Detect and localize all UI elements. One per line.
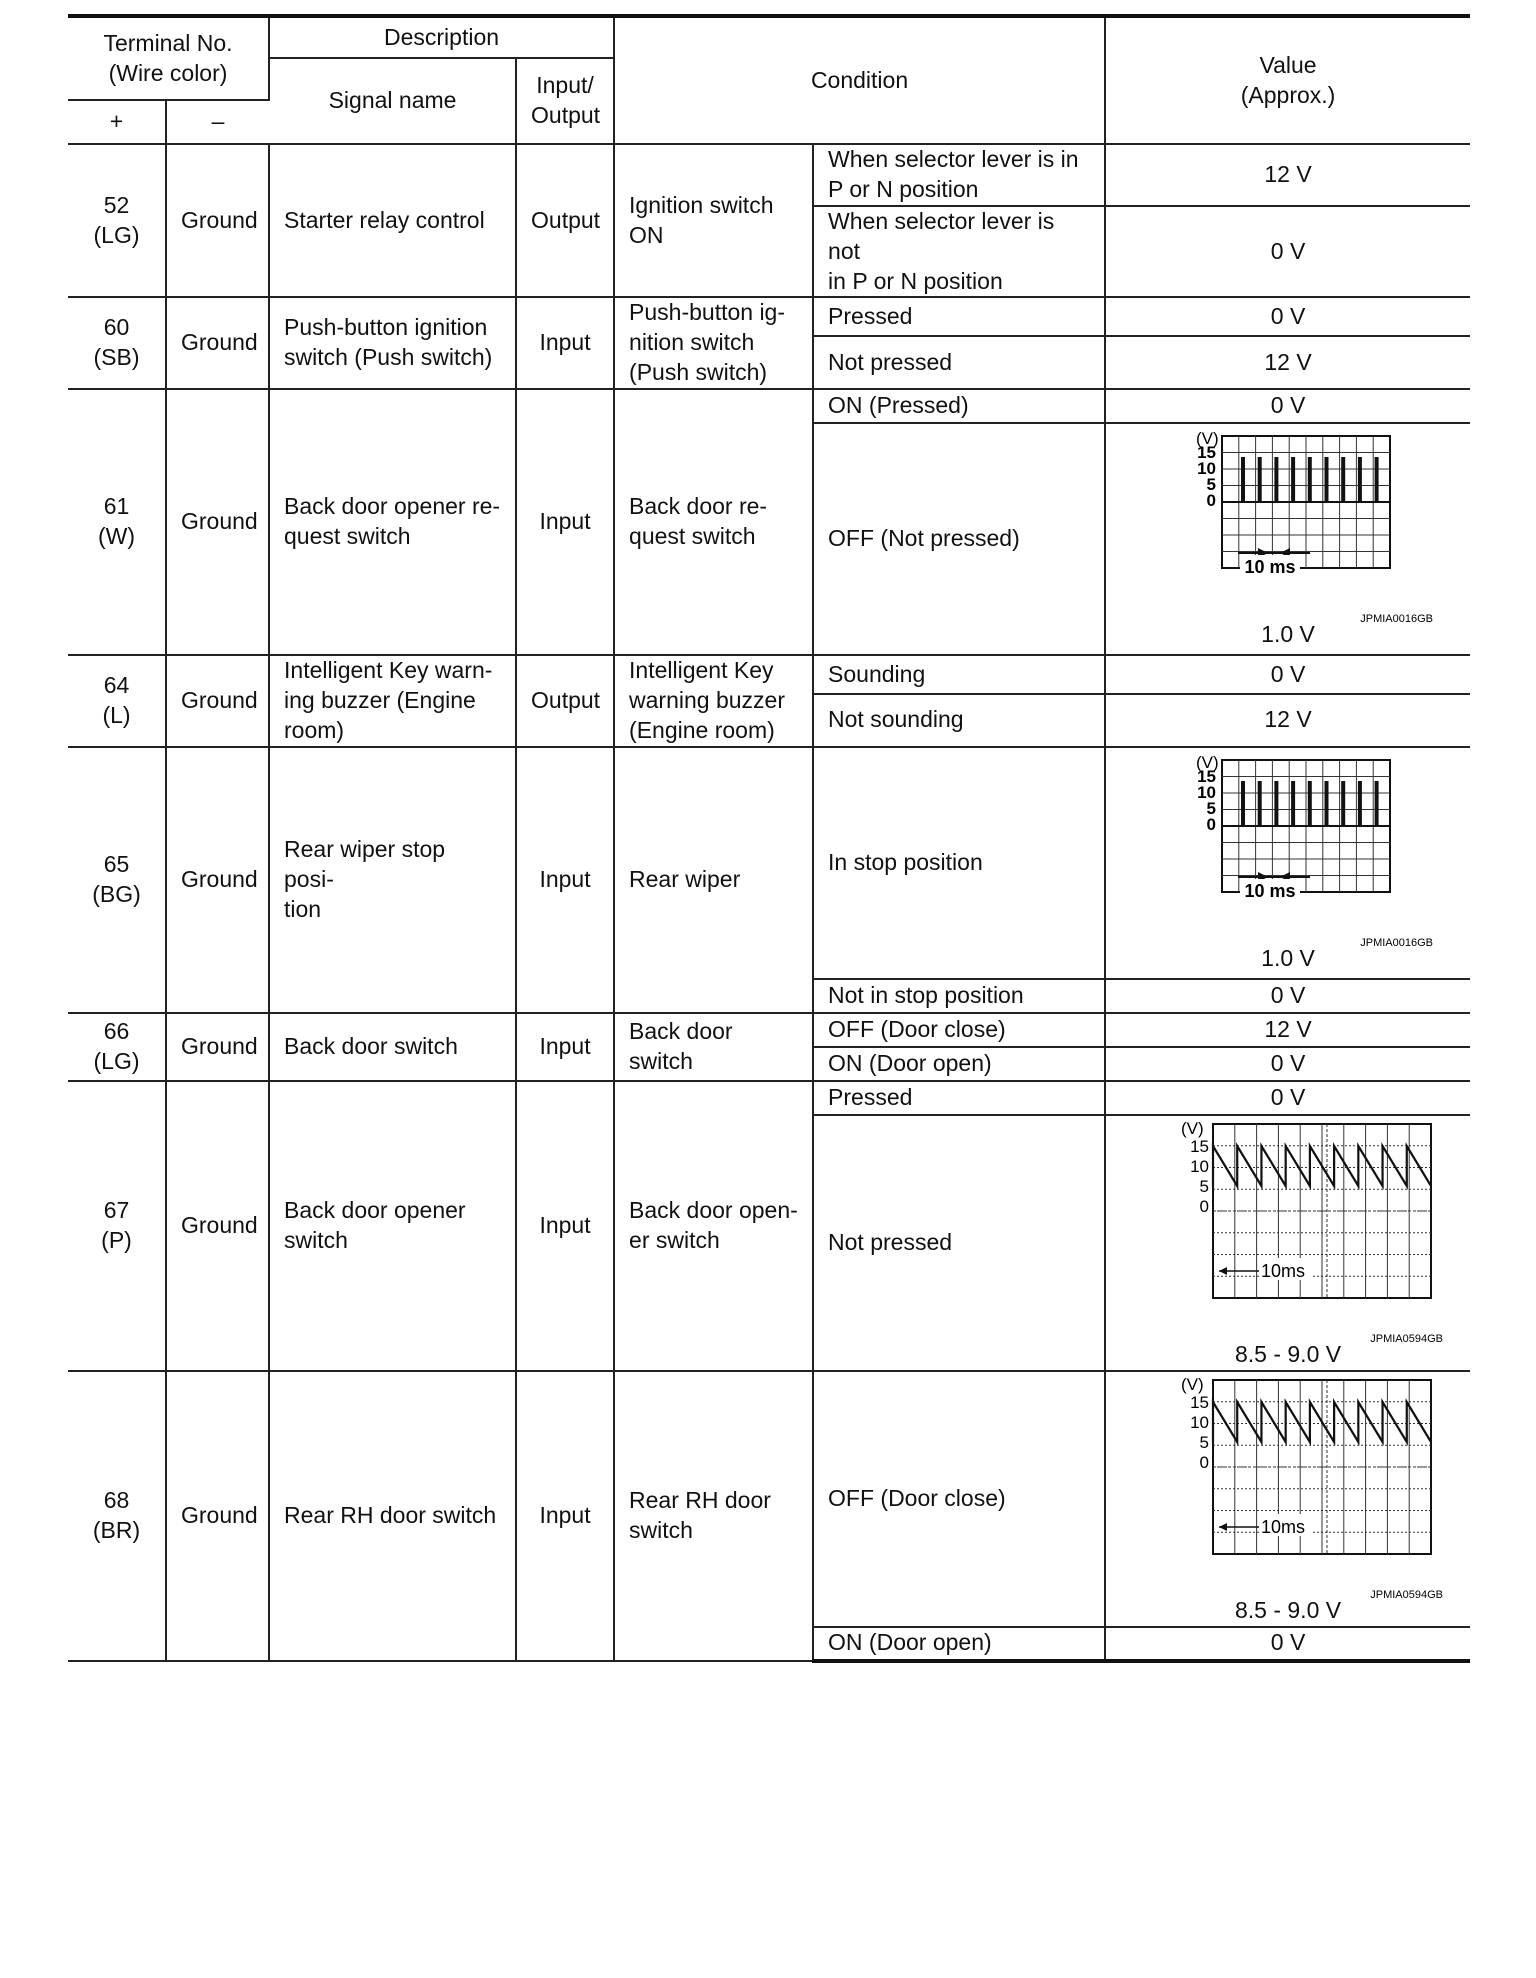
value-text: 12 V <box>1264 348 1312 375</box>
signal-io: Output <box>516 144 614 297</box>
condition-main: Intelligent Key warning buzzer (Engine room) <box>614 655 813 747</box>
header-signal-name: Signal name <box>269 58 516 144</box>
signal-name: Rear RH door switch <box>269 1371 516 1661</box>
value-text: 0 V <box>1270 660 1306 687</box>
wave-tick-label: 10 <box>1190 1156 1210 1176</box>
table-row <box>68 144 1470 206</box>
wave-tick-label: 0 <box>1199 1452 1210 1472</box>
terminal-number: 65 (BG) <box>68 747 166 1013</box>
wave-time-label: 10 ms <box>1244 880 1296 901</box>
wave-tick-label: 5 <box>1206 475 1217 495</box>
signal-name: Push-button ignition switch (Push switch) <box>269 297 516 389</box>
value-cell <box>1105 747 1470 979</box>
signal-io: Input <box>516 1371 614 1661</box>
terminal-number: 52 (LG) <box>68 144 166 297</box>
wave-time-label: 10ms <box>1261 1260 1306 1281</box>
signal-io: Input <box>516 297 614 389</box>
value-cell <box>1105 389 1470 423</box>
header-minus: – <box>166 100 269 144</box>
sawtooth-waveform-chart <box>1123 1372 1453 1604</box>
header-condition: Condition <box>614 16 1105 144</box>
value-cell <box>1105 694 1470 747</box>
value-cell <box>1105 979 1470 1013</box>
signal-io: Input <box>516 1013 614 1081</box>
condition-detail: OFF (Door close) <box>813 1371 1105 1627</box>
terminal-number: 61 (W) <box>68 389 166 655</box>
table-row <box>68 747 1470 979</box>
condition-detail: When selector lever is not in P or N position <box>813 206 1105 298</box>
terminal-number: 60 (SB) <box>68 297 166 389</box>
terminal-number: 64 (L) <box>68 655 166 747</box>
terminal-minus: Ground <box>166 747 269 1013</box>
value-text: 1.0 V <box>1261 944 1315 971</box>
wave-unit-label: (V) <box>1196 752 1219 772</box>
value-text: 0 V <box>1270 1629 1306 1656</box>
wave-tick-label: 5 <box>1199 1432 1210 1452</box>
condition-detail: ON (Door open) <box>813 1047 1105 1081</box>
wave-tick-label: 10 <box>1190 1412 1210 1432</box>
condition-main: Ignition switch ON <box>614 144 813 297</box>
signal-name: Starter relay control <box>269 144 516 297</box>
value-cell <box>1105 655 1470 694</box>
wave-tick-label: 0 <box>1199 1196 1210 1216</box>
value-cell <box>1105 1013 1470 1047</box>
condition-detail: Pressed <box>813 1081 1105 1115</box>
value-text: 8.5 - 9.0 V <box>1234 1596 1342 1623</box>
wave-tick-label: 10 <box>1197 459 1217 479</box>
wave-time-label: 10 ms <box>1244 557 1296 578</box>
condition-detail: Not pressed <box>813 1115 1105 1371</box>
value-text: 12 V <box>1264 706 1312 733</box>
value-text: 8.5 - 9.0 V <box>1234 1340 1342 1367</box>
condition-main: Push-button ig- nition switch (Push switch) <box>614 297 813 389</box>
value-text: 0 V <box>1270 302 1306 329</box>
signal-name: Back door opener switch <box>269 1081 516 1371</box>
value-text: 0 V <box>1270 1083 1306 1110</box>
value-cell <box>1105 1081 1470 1115</box>
table-body <box>68 144 1470 1661</box>
table-row <box>68 1081 1470 1115</box>
wave-ref-code: JPMIA0594GB <box>1370 1332 1444 1345</box>
signal-io: Input <box>516 389 614 655</box>
wave-tick-label: 0 <box>1206 491 1217 511</box>
signal-io: Input <box>516 1081 614 1371</box>
sawtooth-waveform-chart <box>1123 1116 1453 1348</box>
wave-unit-label: (V) <box>1181 1118 1204 1138</box>
header-description: Description <box>269 16 614 58</box>
condition-detail: In stop position <box>813 747 1105 979</box>
wave-ref-code: JPMIA0016GB <box>1360 613 1434 626</box>
terminal-minus: Ground <box>166 1013 269 1081</box>
signal-name: Intelligent Key warn- ing buzzer (Engine room) <box>269 655 516 747</box>
wave-unit-label: (V) <box>1196 429 1219 449</box>
table-row <box>68 389 1470 423</box>
wave-tick-label: 15 <box>1190 1136 1210 1156</box>
value-text: 12 V <box>1264 1015 1312 1042</box>
pulse-waveform-chart <box>1138 752 1438 952</box>
value-text: 0 V <box>1270 1049 1306 1076</box>
table-row <box>68 1013 1470 1047</box>
wave-ref-code: JPMIA0594GB <box>1370 1588 1444 1601</box>
condition-main: Back door open- er switch <box>614 1081 813 1371</box>
condition-main: Rear wiper <box>614 747 813 1013</box>
condition-detail: When selector lever is in P or N position <box>813 144 1105 206</box>
signal-name: Back door opener re- quest switch <box>269 389 516 655</box>
wave-tick-label: 5 <box>1199 1176 1210 1196</box>
terminal-minus: Ground <box>166 1081 269 1371</box>
terminal-minus: Ground <box>166 144 269 297</box>
condition-detail: ON (Pressed) <box>813 389 1105 423</box>
value-cell <box>1105 336 1470 389</box>
terminal-number: 67 (P) <box>68 1081 166 1371</box>
condition-detail: OFF (Not pressed) <box>813 423 1105 655</box>
wave-tick-label: 10 <box>1197 782 1217 802</box>
wave-tick-label: 0 <box>1206 814 1217 834</box>
condition-detail: Sounding <box>813 655 1105 694</box>
condition-main: Back door switch <box>614 1013 813 1081</box>
value-cell <box>1105 1627 1470 1661</box>
pulse-waveform-chart <box>1138 428 1438 628</box>
signal-io: Output <box>516 655 614 747</box>
signal-io: Input <box>516 747 614 1013</box>
table-row <box>68 1371 1470 1627</box>
condition-detail: Pressed <box>813 297 1105 336</box>
header-terminal: Terminal No. (Wire color) <box>68 16 269 100</box>
header-plus: + <box>68 100 166 144</box>
value-text: 0 V <box>1270 392 1306 419</box>
signal-name: Back door switch <box>269 1013 516 1081</box>
terminal-minus: Ground <box>166 655 269 747</box>
table-row <box>68 297 1470 336</box>
value-cell <box>1105 423 1470 655</box>
table-row <box>68 655 1470 694</box>
value-text: 0 V <box>1270 981 1306 1008</box>
table-header <box>68 16 1470 144</box>
value-text: 0 V <box>1270 237 1306 264</box>
value-cell <box>1105 1115 1470 1371</box>
value-cell <box>1105 1047 1470 1081</box>
condition-detail: ON (Door open) <box>813 1627 1105 1661</box>
condition-detail: Not pressed <box>813 336 1105 389</box>
terminal-minus: Ground <box>166 297 269 389</box>
condition-main: Rear RH door switch <box>614 1371 813 1661</box>
condition-detail: OFF (Door close) <box>813 1013 1105 1047</box>
condition-detail: Not in stop position <box>813 979 1105 1013</box>
wave-tick-label: 15 <box>1197 443 1217 463</box>
value-cell <box>1105 1371 1470 1627</box>
value-text: 1.0 V <box>1261 621 1315 648</box>
value-cell <box>1105 206 1470 298</box>
value-text: 12 V <box>1264 160 1312 187</box>
wave-ref-code: JPMIA0016GB <box>1360 936 1434 949</box>
terminal-number: 66 (LG) <box>68 1013 166 1081</box>
terminal-number: 68 (BR) <box>68 1371 166 1661</box>
wave-tick-label: 5 <box>1206 798 1217 818</box>
condition-detail: Not sounding <box>813 694 1105 747</box>
wave-tick-label: 15 <box>1190 1392 1210 1412</box>
value-cell <box>1105 144 1470 206</box>
wave-tick-label: 15 <box>1197 766 1217 786</box>
signal-name: Rear wiper stop posi- tion <box>269 747 516 1013</box>
terminal-minus: Ground <box>166 1371 269 1661</box>
wave-unit-label: (V) <box>1181 1374 1204 1394</box>
header-io: Input/ Output <box>516 58 614 144</box>
value-cell <box>1105 297 1470 336</box>
condition-main: Back door re- quest switch <box>614 389 813 655</box>
wave-time-label: 10ms <box>1261 1516 1306 1537</box>
terminal-spec-table <box>68 14 1470 1663</box>
header-value: Value (Approx.) <box>1105 16 1470 144</box>
terminal-minus: Ground <box>166 389 269 655</box>
